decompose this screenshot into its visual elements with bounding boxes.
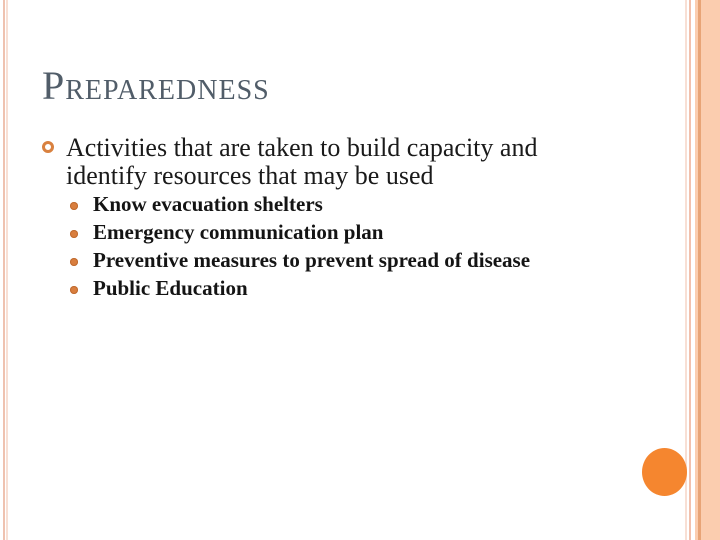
- sub-bullet-text: Public Education: [93, 276, 248, 300]
- bullet-level1-text: Activities that are taken to build capacity and identify resources that may be used: [66, 133, 538, 190]
- slide-title: Preparedness: [42, 63, 270, 108]
- left-edge-line-outer: [3, 0, 5, 540]
- right-edge-band-line: [698, 0, 701, 540]
- right-edge-line-pink: [689, 0, 691, 540]
- left-edge-line-inner: [6, 0, 8, 540]
- filled-dot-bullet-icon: [70, 202, 78, 210]
- list-item: [70, 218, 530, 246]
- sub-bullet-list: [70, 190, 530, 302]
- right-edge-band: [695, 0, 720, 540]
- right-edge-line-faint: [685, 0, 687, 540]
- slide-number-circle: [642, 448, 687, 496]
- sub-bullet-text: Preventive measures to prevent spread of disease: [93, 248, 531, 272]
- filled-dot-bullet-icon: [70, 286, 78, 294]
- filled-dot-bullet-icon: [70, 258, 78, 266]
- sub-bullet-text: Emergency communication plan: [93, 220, 384, 244]
- list-item: [70, 190, 530, 218]
- list-item: [70, 246, 530, 274]
- sub-bullet-text: Know evacuation shelters: [93, 192, 323, 216]
- open-circle-bullet-icon: [42, 141, 54, 153]
- filled-dot-bullet-icon: [70, 230, 78, 238]
- list-item: [70, 274, 530, 302]
